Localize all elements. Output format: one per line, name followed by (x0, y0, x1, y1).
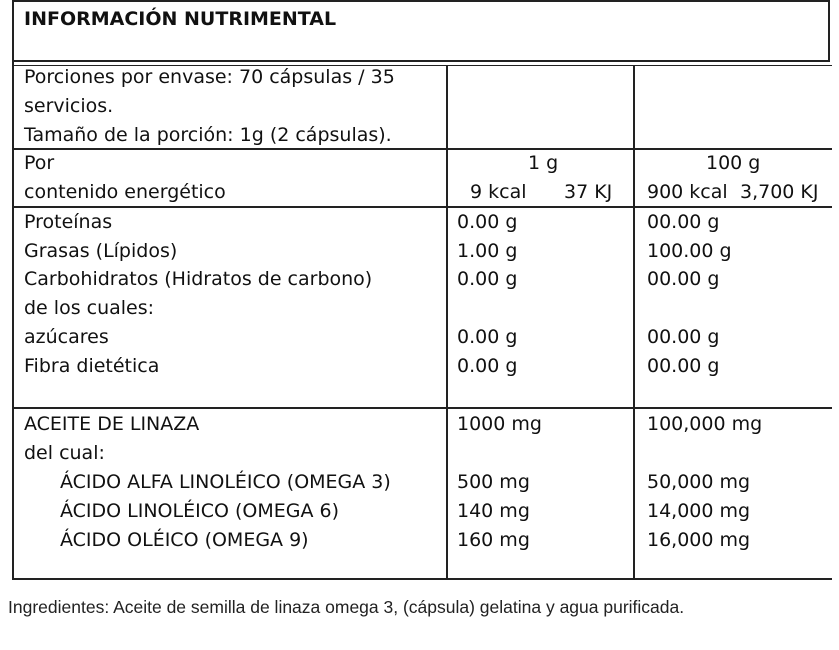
nutrient-label: Proteínas (24, 211, 113, 233)
nutrient-label: Grasas (Lípidos) (24, 240, 178, 262)
table-border-top (12, 0, 830, 2)
nutrient-label: Carbohidratos (Hidratos de carbono) (24, 268, 373, 290)
table-border-left (12, 0, 14, 580)
col2-kj: 3,700 KJ (740, 181, 819, 203)
per-label: Por (24, 152, 55, 174)
table-border-title-bottom (12, 60, 830, 62)
oil-label: ÁCIDO OLÉICO (OMEGA 9) (60, 529, 309, 551)
oil-label: ÁCIDO LINOLÉICO (OMEGA 6) (60, 500, 339, 522)
nutrient-label: azúcares (24, 326, 109, 348)
nutrient-value-1g: 0.00 g (457, 211, 518, 233)
oil-value-1g: 500 mg (457, 471, 530, 493)
nutrient-value-100g: 100.00 g (647, 240, 732, 262)
nutrient-value-100g: 00.00 g (647, 355, 720, 377)
nutrient-value-1g: 0.00 g (457, 268, 518, 290)
table-column-divider-2 (633, 65, 635, 580)
col1-amount: 1 g (528, 152, 559, 174)
nutrient-value-100g: 00.00 g (647, 326, 720, 348)
col1-kcal: 9 kcal (470, 181, 527, 203)
oil-value-100g: 14,000 mg (647, 500, 751, 522)
table-border-bottom (12, 578, 832, 580)
table-divider-oils (12, 407, 832, 409)
nutrient-label: Fibra dietética (24, 355, 160, 377)
oil-label: ÁCIDO ALFA LINOLÉICO (OMEGA 3) (60, 471, 391, 493)
nutrient-value-1g: 0.00 g (457, 326, 518, 348)
nutrient-value-100g: 00.00 g (647, 268, 720, 290)
oil-value-100g: 100,000 mg (647, 413, 763, 435)
oil-value-1g: 1000 mg (457, 413, 542, 435)
serving-line-2: servicios. (24, 95, 114, 117)
serving-line-1: Porciones por envase: 70 cápsulas / 35 (24, 66, 395, 88)
table-column-divider-1 (446, 65, 448, 580)
oil-value-1g: 140 mg (457, 500, 530, 522)
col2-amount: 100 g (706, 152, 761, 174)
nutrient-label: de los cuales: (24, 297, 155, 319)
nutrient-value-1g: 0.00 g (457, 355, 518, 377)
oil-label: ACEITE DE LINAZA (24, 413, 200, 435)
ingredients-text: Ingredientes: Aceite de semilla de linaza omega 3, (cápsula) gelatina y agua purificada. (8, 597, 685, 617)
oil-value-1g: 160 mg (457, 529, 530, 551)
nutrient-value-100g: 00.00 g (647, 211, 720, 233)
table-border-right-title (828, 0, 830, 61)
col2-kcal: 900 kcal (647, 181, 728, 203)
table-title: INFORMACIÓN NUTRIMENTAL (24, 8, 337, 30)
col1-kj: 37 KJ (564, 181, 613, 203)
serving-line-3: Tamaño de la porción: 1g (2 cápsulas). (24, 124, 392, 146)
energy-label: contenido energético (24, 181, 226, 203)
oil-label: del cual: (24, 442, 105, 464)
oil-value-100g: 16,000 mg (647, 529, 751, 551)
nutrient-value-1g: 1.00 g (457, 240, 518, 262)
oil-value-100g: 50,000 mg (647, 471, 751, 493)
